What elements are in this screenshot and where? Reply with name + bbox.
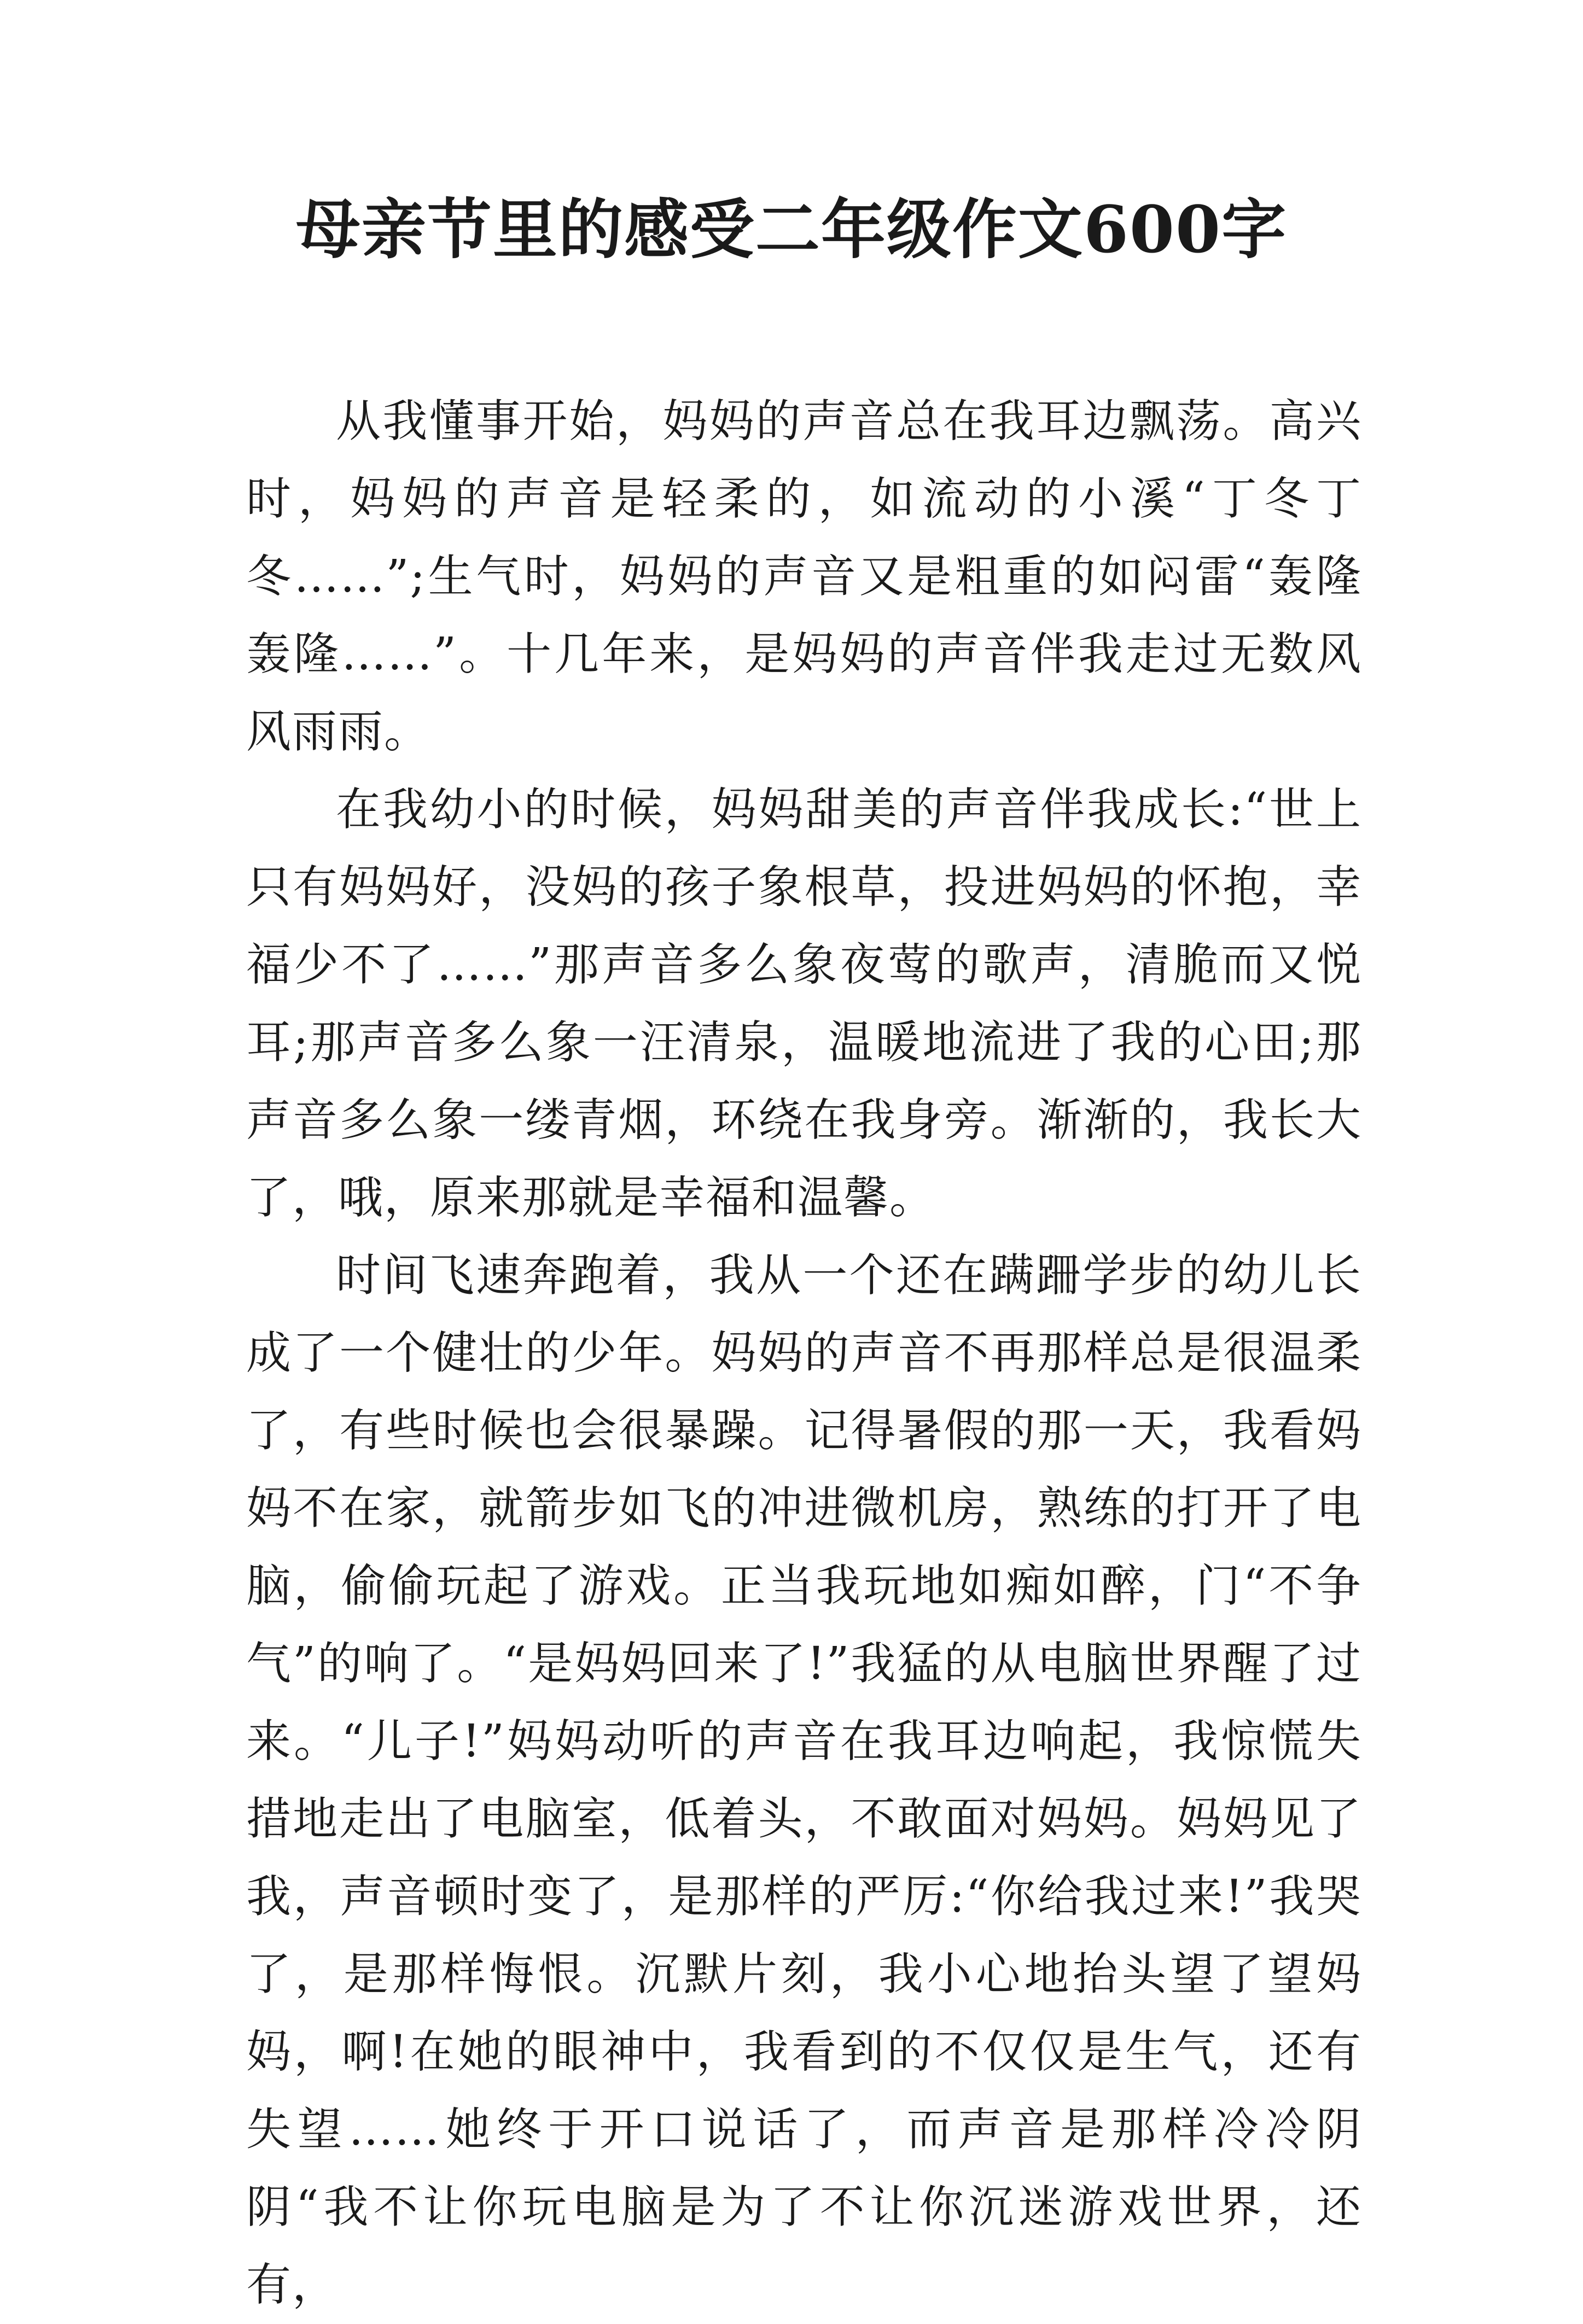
paragraph-3: 时间飞速奔跑着，我从一个还在蹒跚学步的幼儿长成了一个健壮的少年。妈妈的声音不再那样总是很温柔了，有些时候也会很暴躁。记得暑假的那一天，我看妈妈不在家，就箭步如飞的冲进微机房，熟练的打开了电脑，偷偷玩起了游戏。正当我玩地如痴如醉，门“不争气”的响了。“是妈妈回来了!”我猛的从电脑世界醒了过来。“儿子!”妈妈动听的声音在我耳边响起，我惊慌失措地走出了电脑室，低着头，不敢面对妈妈。妈妈见了我，声音顿时变了，是那样的严厉:“你给我过来!”我哭了，是那样悔恨。沉默片刻，我小心地抬头望了望妈妈，啊!在她的眼神中，我看到的不仅仅是生气，还有失望……她终于开口说话了，而声音是那样冷冷阴阴“我不让你玩电脑是为了不让你沉迷游戏世界，还有， <box>246 1249 1362 2311</box>
paragraph-2: 在我幼小的时候，妈妈甜美的声音伴我成长:“世上只有妈妈好，没妈的孩子象根草，投进妈妈的怀抱，幸福少不了……”那声音多么象夜莺的歌声，清脆而又悦耳;那声音多么象一汪清泉，温暖地流进了我的心田;那声音多么象一缕青烟，环绕在我身旁。渐渐的，我长大了，哦，原来那就是幸福和温馨。 <box>246 784 1362 1224</box>
document-body <box>246 383 1362 2324</box>
paragraph-1: 从我懂事开始，妈妈的声音总在我耳边飘荡。高兴时，妈妈的声音是轻柔的，如流动的小溪“丁冬丁冬……”;生气时，妈妈的声音又是粗重的如闷雷“轰隆轰隆……”。十几年来，是妈妈的声音伴我走过无数风风雨雨。 <box>246 395 1362 758</box>
document-title: 母亲节里的感受二年级作文600字 <box>295 191 1288 267</box>
